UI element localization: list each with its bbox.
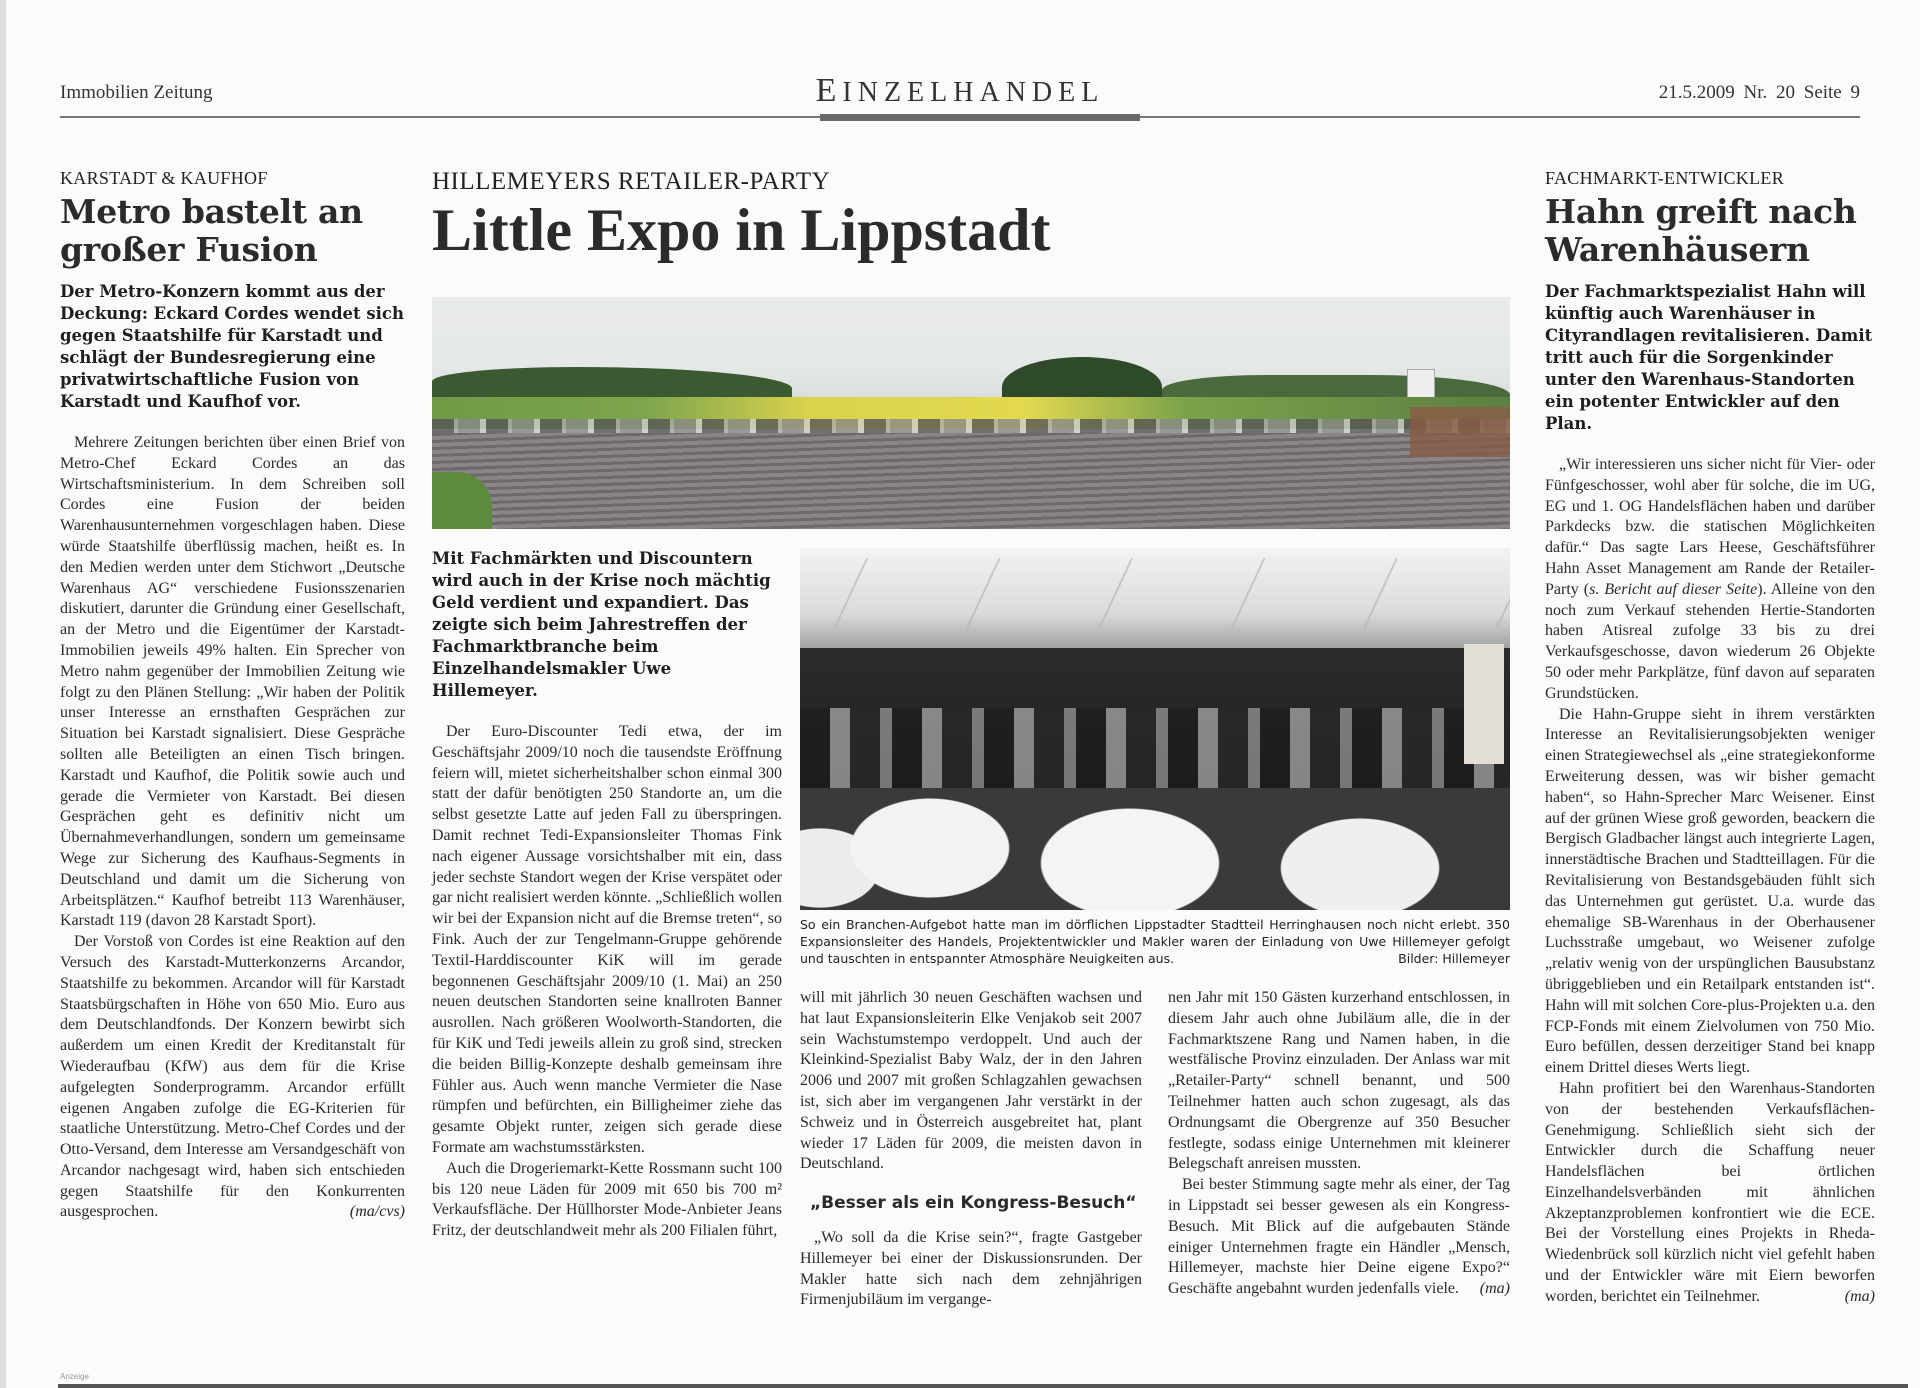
article-lead: Mit Fachmärkten und Discountern wird auch in der Krise noch mächtig Geld verdient und expandiert. Das zeigte sich beim Jahrestreffen der Fachmarktbranche beim Einzelhandelsmakler Uwe Hillemeyer. [432,549,771,700]
tables-shape [800,788,1510,910]
author-tag: (ma) [1479,1280,1510,1298]
tent-photo [800,548,1510,910]
photo-caption: So ein Branchen-Aufgebot hatte man im dörflichen Lippstadter Stadtteil Herringhausen noch nicht erlebt. 350 Expansionsleiter des Handels, Projektentwickler und Makler waren der Einladung von Uwe Hillemeyer gefolgt und tauschten in entspannter Atmosphäre Neuigkeiten aus. Bilder: Hillemeyer [800,917,1510,966]
article-headline: Hahn greift nach Warenhäusern [1545,192,1857,269]
article-body [800,988,1142,1311]
fence-shape [1410,407,1510,457]
footer-rule [58,1384,1908,1388]
house-shape [1407,369,1435,399]
paragraph: Die Hahn-Gruppe sieht in ihrem verstärkten Interesse an Revitalisierungsobjekten weniger einen Strategiewechsel als „eine strategiekonforme Erweiterung dessen, was wir bisher gemacht haben“, so Hahn-Sprecher Marc Weisener. Einst auf der grünen Wiese groß geworden, beackern die Bergisch Gladbacher längst auch integrierte Lagen, innerstädtische Brachen und Stadtteillagen. Für die Revitalisierung von Bestandsgebäuden fühlt sich das Unternehmen gut gerüstet. U.a. wurde das ehemalige SB-Warenhaus in der Oberhausener Luchsstraße umgebaut, wo Weisener zufolge „relativ wenig von der urspünglichen Bausubstanz übriggeblieben und ein Retailpark entstanden ist“. Hahn will mit solchen Core-plus-Projekten u.a. den FCP-Fonds mit einem Zielvolumen von 750 Mio. Euro befüllen, dessen derzeitiger Stand bei knapp einem Drittel dieses Werts liegt. [1545,705,1875,1077]
cross-reference: s. Bericht auf dieser Seite [1589,580,1758,598]
article-subhead: „Besser als ein Kongress-Besuch“ [810,1193,1137,1214]
masthead [60,70,1860,130]
paragraph: Hahn profitiert bei den Warenhaus-Standorten von der bestehenden Verkaufsflächen-Genehmigung. Schließlich sieht sich der Entwickler durch die Schaffung neuer Handelsflächen bei örtlichen Einzelhandelsverbänden mit ähnlichen Akzeptanzproblemen konfrontiert wie die ECE. Bei der Vorstellung eines Projekts in Rheda-Wiedenbrück soll kürzlich nicht viel gefehlt haben und der Entwickler wäre mit Eiern beworfen worden, berichtet ein Teilnehmer. (ma) [1545,1079,1875,1308]
article-kicker: HILLEMEYERS RETAILER-PARTY [432,168,831,195]
plowed-field-shape [432,433,1510,529]
issue-number: Nr. 20 [1743,82,1795,103]
paragraph: Der Vorstoß von Cordes ist eine Reaktion auf den Versuch des Karstadt-Mutterkonzerns Arcandor, Staatshilfe zu bekommen. Arcandor will für Karstadt Staatsbürgschaften in Höhe von 650 Mio. Euro aus dem Deutschlandfonds. Der Konzern bewirbt sich außerdem um einen Kredit der Kreditanstalt für Wiederaufbau (KfW) aus dem für die Krise aufgelegten Sonderprogramm. Arcandor erfüllt eigenen Angaben zufolge die EG-Kriterien für staatliche Unterstützung. Metro-Chef Cordes und der Otto-Versand, dem Interesse am Versandgeschäft von Arcandor nachgesagt wird, haben sich entschieden gegen Staatshilfe für den Konkurrenten ausgesprochen. (ma/cvs) [60,932,405,1223]
issue-date: 21.5.2009 [1658,82,1735,103]
section-title: EINZELHANDEL [815,72,1105,109]
photo-credit: Bilder: Hillemeyer [1398,951,1510,966]
article-little-expo-col3 [1168,988,1510,1300]
article-body [1168,988,1510,1300]
page-number: Seite 9 [1803,82,1860,103]
article-headline: Little Expo in Lippstadt [432,197,1051,263]
article-little-expo-col2 [800,988,1142,1311]
article-little-expo-header [432,168,1512,262]
article-lead: Der Fachmarktspezialist Hahn will künftig auch Warenhäuser in Cityrandlagen revitalisieren. Damit tritt auch für die Sorgenkinder unter den Warenhaus-Standorten ein potenter Entwickler auf den Plan. [1545,282,1873,433]
article-body [60,433,405,1223]
article-body [432,722,782,1242]
parked-cars-shape [432,419,1510,433]
banner-shape [1464,644,1504,764]
paragraph: nen Jahr mit 150 Gästen kurzerhand entschlossen, in diesem Jahr auch ohne Jubiläum alle, die in der Fachmarktszene Rang und Namen haben, in die westfälische Provinz einzuladen. Der Anlass war mit „Retailer-Party“ schnell benannt, und 500 Teilnehmer hatten auch schon zugesagt, als das Ordnungsamt die Obergrenze auf 350 Besucher festlegte, sodass einige Unternehmen mit kleinerer Belegschaft anreisen mussten. [1168,989,1510,1173]
panorama-photo [432,297,1510,529]
article-lead: Der Metro-Konzern kommt aus der Deckung: Eckard Cordes wendet sich gegen Staatshilfe für Karstadt und schlägt der Bundesregierung eine privatwirtschaftliche Fusion von Karstadt und Kaufhof vor. [60,282,404,411]
publication-name: Immobilien Zeitung [60,82,213,103]
ad-label: Anzeige [60,1372,89,1381]
paragraph: Mehrere Zeitungen berichten über einen Brief von Metro-Chef Eckard Cordes an das Wirtschaftsministerium. In dem Schreiben soll Cordes eine Fusion der beiden Warenhausunternehmen vorgeschlagen haben. Diese würde Staatshilfe überflüssig machen, heißt es. In den Medien werden unter dem Stichwort „Deutsche Warenhaus AG“ verschiedene Fusionsszenarien diskutiert, darunter die Gründung einer Gesellschaft, an der Metro und die Eigentümer der Karstadt-Immobilien jeweils 49% halten. Ein Sprecher von Metro nahm gegenüber der Immobilien Zeitung wie folgt zu den Plänen Stellung: „Wir haben der Politik unser Interesse an ernsthaften Gesprächen zur Situation bei Karstadt signalisiert. Diese Gespräche sollten alle Beteiligten an einen Tisch bringen. Karstadt und Kaufhof, die Politik sowie auch und gerade die Vermieter von Karstadt. Bei diesen Gesprächen geht es definitiv nicht um Übernahmeverhandlungen, sondern um gemeinsame Wege zur Sicherung des Kaufhaus-Segments in Deutschland und damit um die Sicherung von Arbeitsplätzen.“ Kaufhof betreibt 113 Warenhäuser, Karstadt 119 (davon 28 Karstadt Sport). [60,434,405,930]
guests-shape [800,708,1510,788]
section-bar [820,114,1140,121]
author-tag: (ma) [1844,1287,1875,1305]
article-kicker: KARSTADT & KAUFHOF [60,168,268,188]
article-kicker: FACHMARKT-ENTWICKLER [1545,168,1784,188]
author-tag: (ma/cvs) [349,1203,405,1221]
tent-peaks-shape [800,558,1510,628]
paragraph: „Wir interessieren uns sicher nicht für Vier- oder Fünfgeschosser, wohl aber für solche, die im UG, EG und 1. OG Handelsflächen haben und darüber Parkdecks bzw. die statischen Möglichkeiten dafür.“ Das sagte Lars Heese, Geschäftsführer Hahn Asset Management am Rande der Retailer-Party (s. Bericht auf dieser Seite). Alleine von den noch zum Verkauf stehenden Hertie-Standorten haben Atisreal zufolge 33 bis zu drei Verkaufsgeschosse, davon wiederum 26 Objekte 50 oder mehr Parkplätze, fünf davon auf separaten Grundstücken. [1545,456,1875,702]
paragraph: Der Euro-Discounter Tedi etwa, der im Geschäftsjahr 2009/10 noch die tausendste Eröffnung feiern will, mietet sicherheitshalber schon einmal 300 statt der dafür benötigten 250 Standorte an, um die selbst gesetzte Latte auf jeden Fall zu überspringen. Damit rechnet Tedi-Expansionsleiter Thomas Fink nach eigener Aussage vorsichtshalber mit ein, dass jeder sechste Standort wegen der Krise verspätet oder gar nicht realisiert werden könnte. „Schließlich wollen wir bei der Expansion nicht auf die Bremse treten“, so Fink. Auch der zur Tengelmann-Gruppe gehörende Textil-Harddiscounter KiK will im gerade begonnenen Geschäftsjahr 2009/10 (1. Mai) an 250 neuen deutschen Standorten seine knallroten Banner ausrollen. Nach größeren Woolworth-Standorten, die für KiK und Tedi jeweils allein zu groß sind, strecken die beiden Billig-Konzepte deshalb gemeinsam ihre Fühler aus. Auch wenn manche Vermieter die Nase rümpfen und befürchten, ein Billigheimer ziehe das gesamte Objekt runter, zeigen sich gerade diese Formate am wachstumsstärksten. [432,723,782,1156]
article-hahn-warenhaeuser [1545,168,1875,1308]
paragraph: Bei bester Stimmung sagte mehr als einer, der Tag in Lippstadt sei besser gewesen als ein Kongress-Besuch. Mit Blick auf die aufgebauten Stände einiger Unternehmen fragte ein Händler „Mensch, Hillemeyer, machste hier Deine eigene Expo?“ Geschäfte angebahnt wurden jedenfalls viele. (ma) [1168,1175,1510,1300]
issue-info [1659,82,1860,104]
page-edge [0,0,6,1388]
paragraph: will mit jährlich 30 neuen Geschäften wachsen und hat laut Expansionsleiterin Elke Venjakob seit 2007 sein Wachstumstempo verdoppelt. Und auch der Kleinkind-Spezialist Baby Walz, der in den Jahren 2006 und 2007 mit großen Schlagzahlen gewachsen ist, sich aber im vergangenen Jahr verstärkt in der Schweiz und in Österreich ausgebreitet hat, plant wieder 17 Läden für 2009, die meisten davon in Deutschland. [800,989,1142,1173]
article-body [1545,455,1875,1308]
article-metro-fusion [60,168,405,1223]
article-headline: Metro bastelt an großer Fusion [60,192,363,269]
paragraph: „Wo soll da die Krise sein?“, fragte Gastgeber Hillemeyer bei einer der Diskussionsrunden. Der Makler hatte sich nach dem zehnjährigen Firmenjubiläum im vergange- [800,1228,1142,1309]
article-little-expo-col1 [432,548,782,1242]
paragraph: Auch die Drogeriemarkt-Kette Rossmann sucht 100 bis 120 neue Läden für 2009 mit 650 bis 700 m² Verkaufsfläche. Der Hüllhorster Mode-Anbieter Jeans Fritz, der deutschlandweit mehr als 200 Filialen führt, [432,1159,782,1240]
